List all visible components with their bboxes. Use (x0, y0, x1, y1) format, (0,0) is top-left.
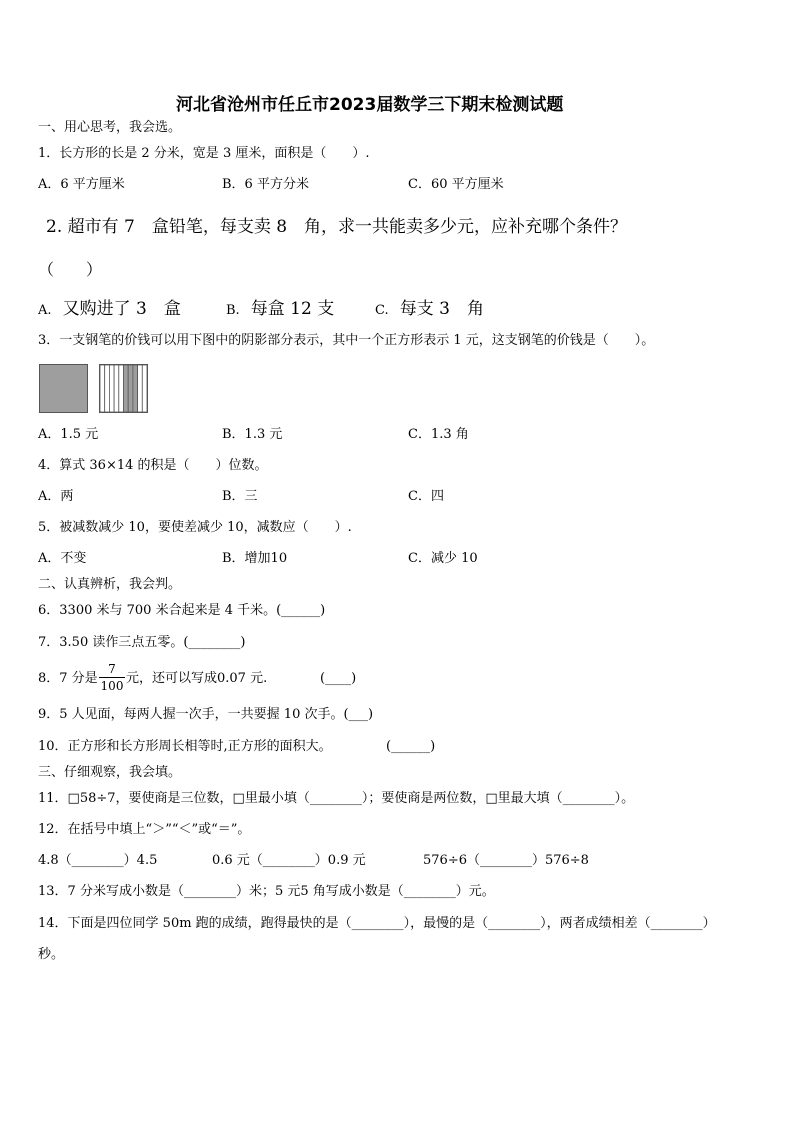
q2-option-b-text: 每盒 12 支 (250, 299, 335, 319)
q2-option-a-letter: A. (38, 303, 52, 318)
q4-option-b[interactable]: B．三 (222, 489, 258, 504)
q2-option-b-letter: B. (226, 303, 240, 318)
q3-option-c[interactable]: C．1.3 角 (408, 427, 469, 442)
question-1: 1．长方形的长是 2 分米，宽是 3 厘米，面积是（ ）. (38, 146, 370, 161)
strip (119, 365, 124, 412)
fraction-numerator: 7 (108, 662, 116, 676)
q10-answer-blank[interactable]: (______) (386, 739, 436, 754)
question-11: 11．□58÷7，要使商是三位数，□里最小填（________）；要使商是两位数，□里最大填（________）。 (38, 791, 635, 806)
question-14-continuation: 秒。 (38, 947, 65, 962)
q3-option-a[interactable]: A．1.5 元 (38, 427, 99, 442)
q12-expression-2[interactable]: 0.6 元（________）0.9 元 (212, 853, 366, 868)
q2-option-c-text: 每支 3 角 (399, 299, 484, 319)
question-7: 7．3.50 读作三点五零。(________) (38, 635, 246, 650)
q4-option-c[interactable]: C．四 (408, 489, 444, 504)
strip (142, 365, 147, 412)
q5-option-b[interactable]: B．增加10 (222, 551, 288, 566)
q1-option-c[interactable]: C．60 平方厘米 (408, 177, 504, 192)
question-9: 9．5 人见面，每两人握一次手，一共要握 10 次手。(___) (38, 707, 374, 722)
page-title: 河北省沧州市任丘市2023届数学三下期末检测试题 (176, 95, 564, 115)
question-2: 2. 超市有 7 盒铅笔，每支卖 8 角，求一共能卖多少元，应补充哪个条件？ (46, 217, 628, 237)
question-8-prefix: 8．7 分是 (38, 671, 98, 686)
q5-option-c[interactable]: C．减少 10 (408, 551, 478, 566)
q2-option-a-text: 又购进了 3 盒 (62, 299, 181, 319)
q12-expression-3[interactable]: 576÷6（________）576÷8 (423, 853, 589, 868)
question-8-suffix: 元，还可以写成0.07 元. (126, 671, 268, 686)
q2-option-c[interactable] (375, 294, 484, 319)
q2-option-a[interactable] (38, 294, 181, 319)
shaded-strip (133, 365, 138, 412)
q2-option-c-letter: C. (375, 303, 389, 318)
question-12: 12．在括号中填上“＞”“＜”或“＝”。 (38, 822, 251, 837)
strip (105, 365, 110, 412)
fraction-denominator: 100 (100, 679, 124, 693)
strip (109, 365, 114, 412)
question-13: 13．7 分米写成小数是（________）米；5 元5 角写成小数是（________）元。 (38, 884, 495, 899)
strips-figure (100, 365, 147, 412)
q1-option-b[interactable]: B．6 平方分米 (222, 177, 309, 192)
shaded-strip (124, 365, 129, 412)
q1-option-a[interactable]: A．6 平方厘米 (38, 177, 125, 192)
question-4: 4．算式 36×14 的积是（ ）位数。 (38, 458, 268, 473)
question-6: 6．3300 米与 700 米合起来是 4 千米。(______) (38, 603, 326, 618)
shaded-strip (128, 365, 133, 412)
q5-option-a[interactable]: A．不变 (38, 551, 87, 566)
section-2-heading: 二、认真辨析，我会判。 (38, 577, 182, 592)
q2-option-b[interactable] (226, 294, 334, 319)
q3-option-b[interactable]: B．1.3 元 (222, 427, 283, 442)
fully-shaded-square (39, 364, 88, 413)
strip (100, 365, 105, 412)
strip (138, 365, 143, 412)
question-14: 14．下面是四位同学 50m 跑的成绩，跑得最快的是（________），最慢的是（________），两者成绩相差（________） (38, 916, 716, 931)
question-10: 10．正方形和长方形周长相等时,正方形的面积大。 (38, 739, 332, 754)
section-3-heading: 三、仔细观察，我会填。 (38, 765, 182, 780)
q4-option-a[interactable]: A．两 (38, 489, 74, 504)
question-3: 3．一支钢笔的价钱可以用下图中的阴影部分表示，其中一个正方形表示 1 元，这支钢笔的价钱是（ ）。 (38, 333, 655, 348)
question-5: 5．被减数减少 10，要使差减少 10，减数应（ ）. (38, 520, 352, 535)
fraction-bar (99, 677, 125, 678)
q12-expression-1[interactable]: 4.8（________）4.5 (38, 853, 158, 868)
strip (114, 365, 119, 412)
section-1-heading: 一、用心思考，我会选。 (38, 120, 182, 135)
q2-answer-paren: （ ） (38, 260, 103, 279)
fraction-7-100 (99, 662, 125, 693)
q8-answer-blank[interactable]: (____) (320, 671, 357, 686)
striped-square (99, 364, 148, 413)
